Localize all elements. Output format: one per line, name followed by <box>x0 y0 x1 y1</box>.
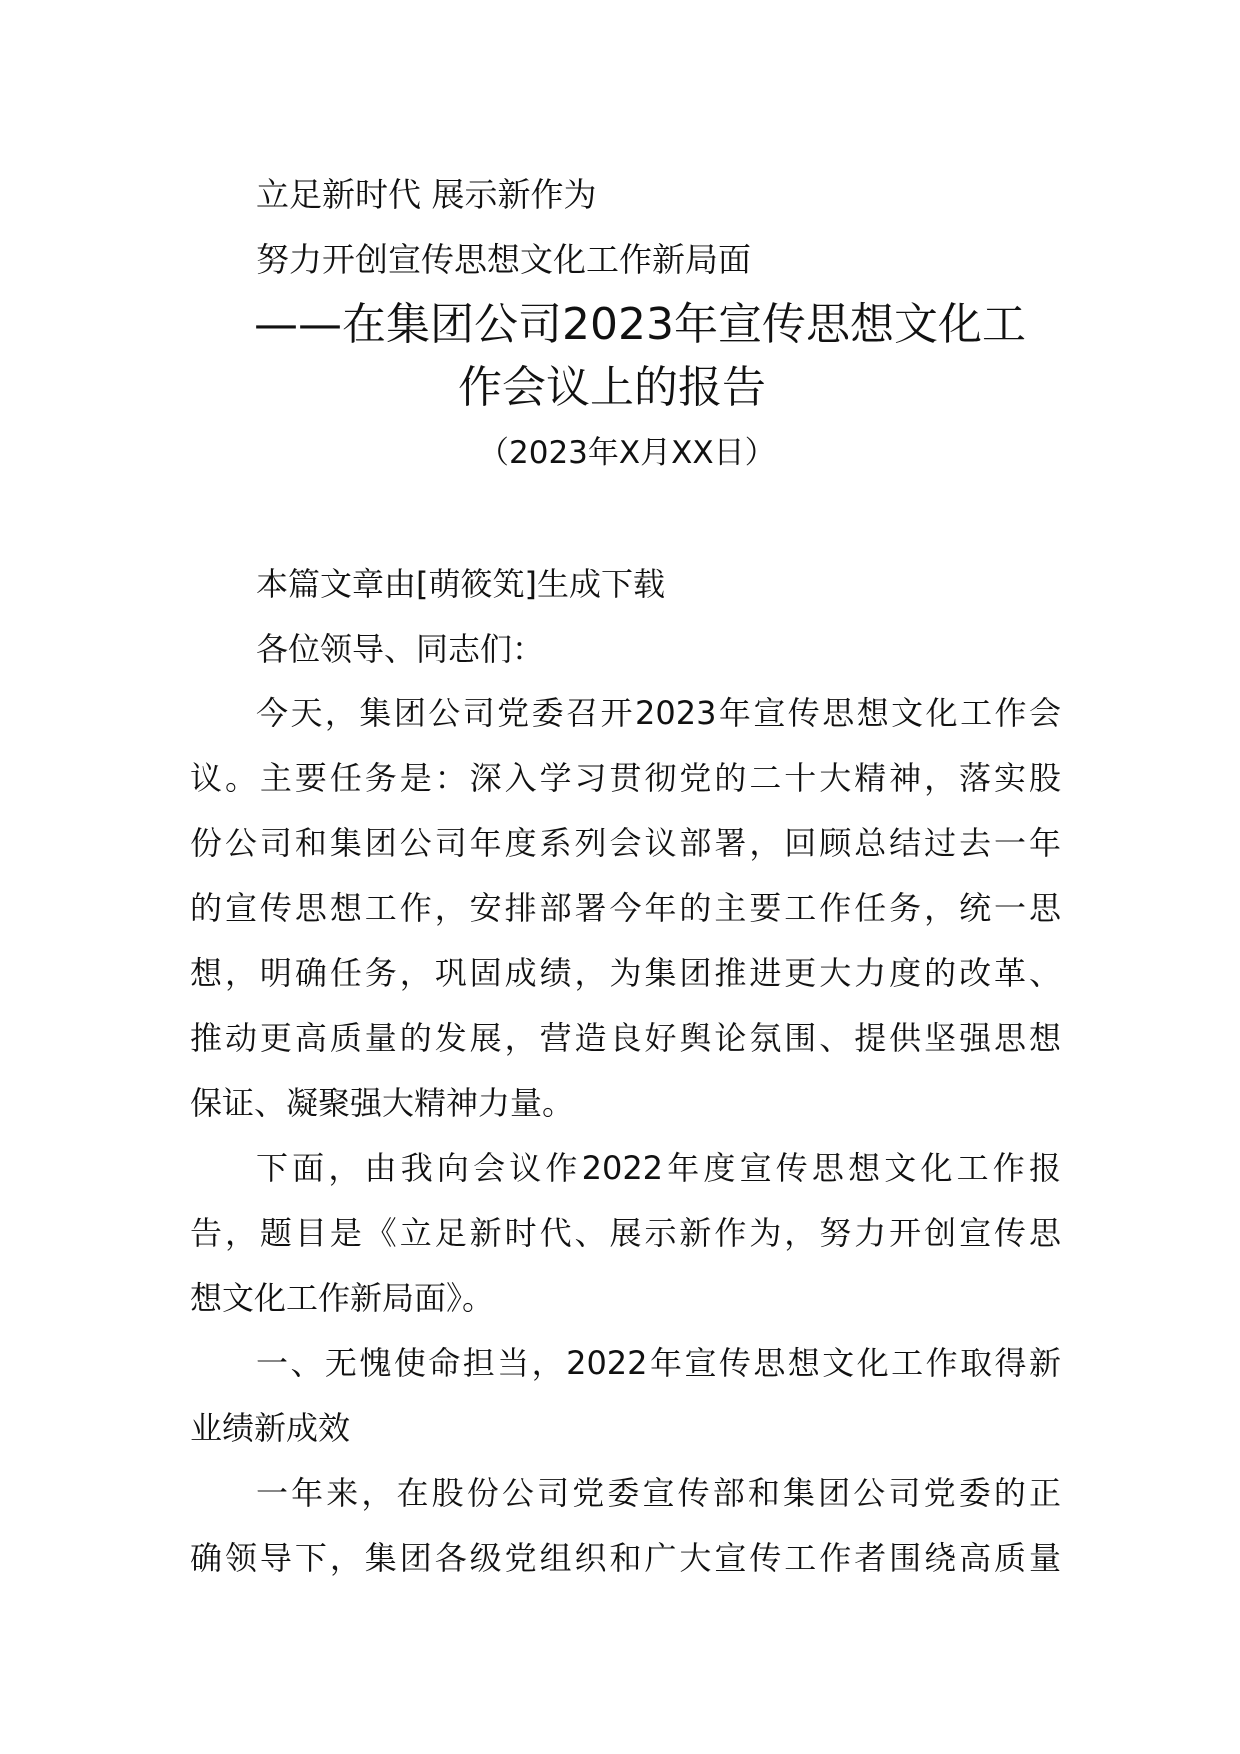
para1-line: 保证、凝聚强大精神力量。 <box>190 1084 575 1122</box>
section1-heading-line: 一、无愧使命担当，2022年宣传思想文化工作取得新 <box>256 1344 1061 1382</box>
para3-line: 确领导下，集团各级党组织和广大宣传工作者围绕高质量 <box>190 1539 1061 1577</box>
source-note: 本篇文章由[萌筱笂]生成下载 <box>256 565 665 603</box>
para1-line: 推动更高质量的发展，营造良好舆论氛围、提供坚强思想 <box>190 1019 1061 1057</box>
para2-line: 想文化工作新局面》。 <box>190 1279 495 1317</box>
para1-line: 今天，集团公司党委召开2023年宣传思想文化工作会 <box>256 694 1061 732</box>
section1-heading-line: 业绩新成效 <box>190 1409 351 1447</box>
subtitle-line-2: 作会议上的报告 <box>458 362 766 413</box>
title-line-2: 努力开创宣传思想文化工作新局面 <box>256 240 751 279</box>
report-date: （2023年X月XX日） <box>478 435 776 471</box>
para1-line: 的宣传思想工作，安排部署今年的主要工作任务，统一思 <box>190 889 1061 927</box>
para2-line: 下面，由我向会议作2022年度宣传思想文化工作报 <box>256 1149 1061 1187</box>
greeting: 各位领导、同志们： <box>256 630 545 668</box>
title-line-1: 立足新时代 展示新作为 <box>256 175 597 214</box>
para1-line: 份公司和集团公司年度系列会议部署，回顾总结过去一年 <box>190 824 1061 862</box>
para1-line: 议。主要任务是：深入学习贯彻党的二十大精神，落实股 <box>190 759 1061 797</box>
para1-line: 想，明确任务，巩固成绩，为集团推进更大力度的改革、 <box>190 954 1061 992</box>
para2-line: 告，题目是《立足新时代、展示新作为，努力开创宣传思 <box>190 1214 1061 1252</box>
subtitle-line-1: ——在集团公司2023年宣传思想文化工 <box>254 299 1026 350</box>
para3-line: 一年来，在股份公司党委宣传部和集团公司党委的正 <box>256 1474 1061 1512</box>
